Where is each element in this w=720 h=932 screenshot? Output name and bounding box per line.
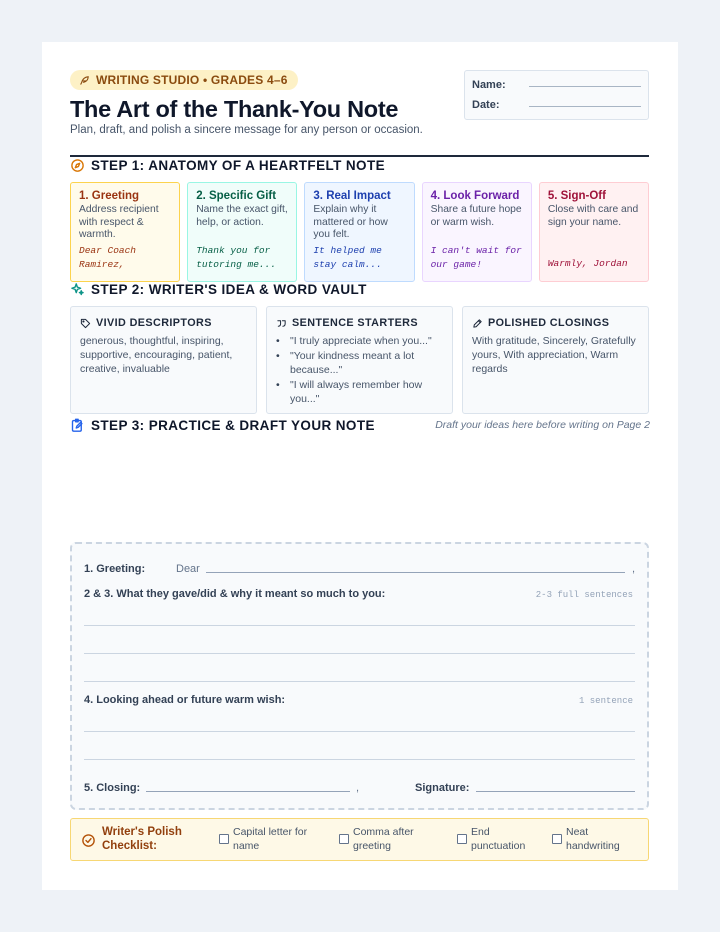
studio-badge — [70, 70, 298, 90]
list-item: • "I will always remember how you..." — [276, 378, 443, 406]
step1-heading — [70, 158, 385, 173]
sparkles-icon — [70, 282, 85, 297]
signature-field[interactable] — [476, 791, 635, 792]
body-line-1[interactable] — [84, 625, 635, 626]
closing-label: 5. Closing: — [84, 782, 141, 794]
anatomy-card — [304, 182, 414, 282]
closing-comma: , — [356, 782, 360, 794]
anatomy-card-example: Dear Coach Ramirez, — [79, 245, 137, 270]
checklist-item-label: Capital letter for name — [233, 826, 308, 852]
future-line-2[interactable] — [84, 759, 635, 760]
checklist-item — [457, 825, 537, 853]
body-hint: 2-3 full sentences — [535, 590, 633, 600]
polished-closings-heading — [472, 317, 639, 329]
sentence-starters-heading — [276, 317, 443, 329]
checklist-item-label: Neat handwriting — [566, 826, 620, 852]
anatomy-cards — [70, 182, 649, 282]
anatomy-card-title: 2. Specific Gift — [196, 190, 277, 202]
anatomy-card-example: Warmly, Jordan — [547, 258, 628, 269]
polish-checklist — [70, 818, 649, 861]
anatomy-card-example: I can't wait for our game! — [430, 245, 522, 270]
anatomy-card — [422, 182, 532, 282]
checklist-item — [339, 825, 439, 853]
checkbox[interactable] — [339, 834, 349, 844]
header-divider — [70, 155, 649, 157]
signature-label: Signature: — [415, 782, 470, 794]
checkbox[interactable] — [552, 834, 562, 844]
name-field[interactable] — [529, 86, 641, 87]
anatomy-card-title: 5. Sign-Off — [547, 190, 606, 202]
step3-heading — [70, 418, 375, 433]
body-line-3[interactable] — [84, 681, 635, 682]
checkbox[interactable] — [457, 834, 467, 844]
body-line-2[interactable] — [84, 653, 635, 654]
greeting-comma: , — [631, 563, 635, 575]
checklist-item — [219, 825, 319, 853]
anatomy-card-title: 1. Greeting — [79, 190, 140, 202]
checklist-item-label: End punctuation — [471, 826, 526, 852]
vivid-descriptors-title: VIVID DESCRIPTORS — [96, 317, 212, 329]
anatomy-card-description: Share a future hope or warm wish. — [430, 204, 522, 228]
body-label: 2 & 3. What they gave/did & why it meant so much to you: — [84, 588, 386, 600]
anatomy-card-description: Name the exact gift, help, or action. — [196, 204, 288, 228]
anatomy-card-description: Explain why it mattered or how you felt. — [313, 204, 388, 240]
anatomy-card — [539, 182, 649, 282]
name-label: Name: — [472, 79, 506, 91]
future-hint: 1 sentence — [578, 696, 633, 706]
anatomy-card — [70, 182, 180, 282]
dear-text: Dear — [176, 563, 200, 575]
anatomy-card-example: Thank you for tutoring me... — [196, 245, 277, 270]
vivid-descriptors-heading — [80, 317, 247, 329]
worksheet-page — [42, 42, 678, 890]
polished-closings-title: POLISHED CLOSINGS — [488, 317, 610, 329]
sentence-starters-list — [276, 334, 443, 406]
step2-heading — [70, 282, 367, 297]
tag-icon — [80, 318, 91, 329]
anatomy-card-description: Address recipient with respect & warmth. — [79, 204, 159, 240]
date-label: Date: — [472, 99, 500, 111]
sentence-starters-title: SENTENCE STARTERS — [292, 317, 418, 329]
step1-heading-text: STEP 1: ANATOMY OF A HEARTFELT NOTE — [91, 158, 386, 173]
draft-instruction: Draft your ideas here before writing on Page 2 — [435, 419, 650, 431]
compass-icon — [70, 158, 85, 173]
greeting-field[interactable] — [206, 572, 625, 573]
polished-closings-list: With gratitude, Sincerely, Gratefully yours, With appreciation, Warm regards — [472, 335, 636, 375]
page-subtitle: Plan, draft, and polish a sincere message for any person or occasion. — [70, 124, 423, 136]
vivid-descriptors-list: generous, thoughtful, inspiring, supportive, encouraging, patient, creative, invaluable — [80, 335, 233, 375]
anatomy-card-title: 4. Look Forward — [430, 190, 520, 202]
vivid-descriptors-box — [70, 306, 257, 414]
anatomy-card-title: 3. Real Impact — [313, 190, 391, 202]
future-label: 4. Looking ahead or future warm wish: — [84, 694, 286, 706]
polished-closings-box — [462, 306, 649, 414]
sentence-starters-box — [266, 306, 453, 414]
name-date-box — [464, 70, 649, 120]
checkbox[interactable] — [219, 834, 229, 844]
step2-heading-text: STEP 2: WRITER'S IDEA & WORD VAULT — [91, 282, 367, 297]
step3-heading-text: STEP 3: PRACTICE & DRAFT YOUR NOTE — [91, 418, 375, 433]
page-title: The Art of the Thank-You Note — [70, 96, 399, 122]
list-item: • "I truly appreciate when you..." — [276, 334, 443, 348]
list-item: • "Your kindness meant a lot because..." — [276, 349, 443, 377]
closing-field[interactable] — [146, 791, 350, 792]
greeting-label: 1. Greeting: — [84, 563, 146, 575]
feather-icon — [79, 75, 90, 86]
clipboard-edit-icon — [70, 418, 85, 433]
quote-icon — [276, 318, 287, 329]
pen-icon — [472, 318, 483, 329]
anatomy-card — [187, 182, 297, 282]
date-field[interactable] — [529, 106, 641, 107]
draft-box — [70, 542, 649, 810]
word-vault — [70, 306, 649, 414]
future-line-1[interactable] — [84, 731, 635, 732]
checklist-item — [552, 825, 642, 853]
anatomy-card-description: Close with care and sign your name. — [547, 204, 639, 228]
studio-badge-label: WRITING STUDIO • GRADES 4–6 — [96, 73, 288, 87]
anatomy-card-example: It helped me stay calm... — [313, 245, 382, 270]
checklist-title: Writer's Polish Checklist: — [102, 826, 182, 852]
checklist-item-label: Comma after greeting — [353, 826, 414, 852]
check-circle-icon — [81, 833, 96, 848]
